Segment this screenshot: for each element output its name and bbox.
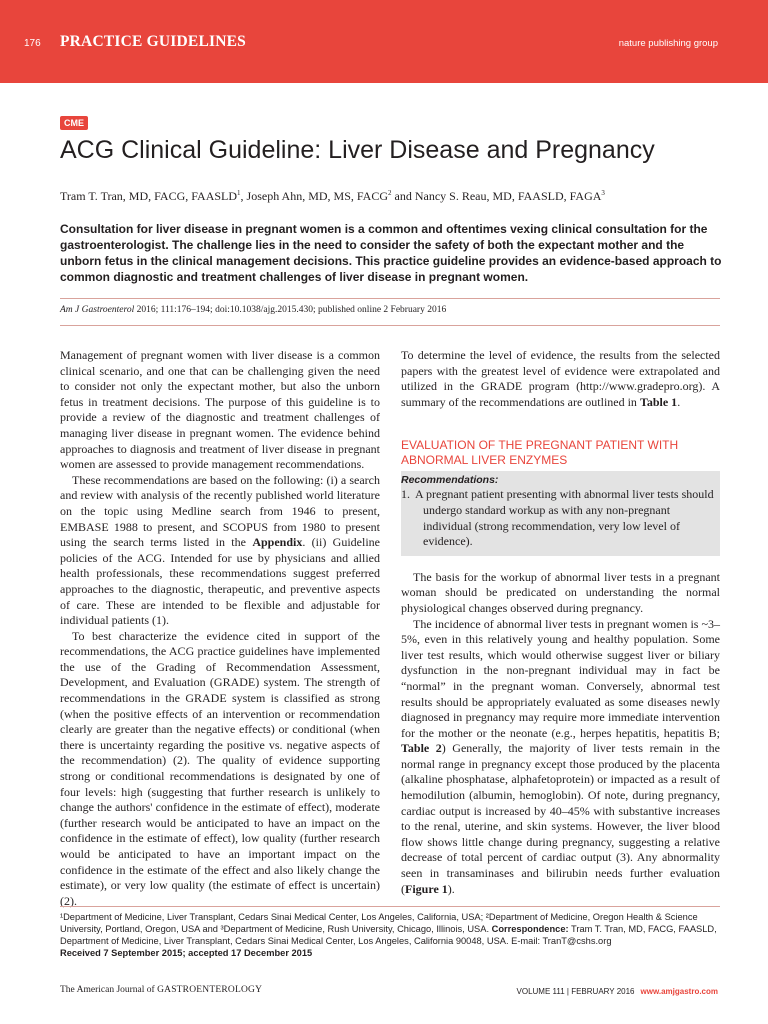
text: ) Generally, the majority of liver tests remain in the normal range in pregnancy except those produced by the placenta (alkaline phosphatase, alphafetoprotein) or impacted as a result of hemodilution (albumin, hemoglobin). Of note, during pregnancy, cardiac output is increased by 40–45% with substantive increases to the renal, uterine, and skin systems. However, the liver blood flow shows little change during pregnancy, suggesting a relative decrease of total percent of cardiac output (3). Any abnormality seen in transaminases and bilirubin needs further evaluation ( bbox=[401, 741, 720, 896]
divider bbox=[60, 325, 720, 326]
journal-abbrev: Am J Gastroenterol bbox=[60, 305, 135, 315]
cme-badge: CME bbox=[60, 116, 88, 130]
recommendation-number: 1. bbox=[401, 487, 410, 502]
recommendations-box bbox=[401, 471, 720, 555]
abstract: Consultation for liver disease in pregnant women is a common and oftentimes vexing clinical consultation for the gastroenterologist. The challenge lies in the need to consider the safety of both the expectant mother and the unborn fetus in the clinical management decisions. This practice guideline provides an evidence-based approach to common diagnostic and treatment challenges of liver disease in pregnant women. bbox=[60, 222, 722, 284]
issue-info bbox=[517, 987, 718, 996]
section-label: PRACTICE GUIDELINES bbox=[60, 33, 246, 50]
affil-mark: 2 bbox=[388, 189, 392, 197]
author-1: Tram T. Tran, MD, FACG, FAASLD bbox=[60, 189, 238, 203]
paragraph: The basis for the workup of abnormal liver tests in a pregnant woman should be predicated on understanding the normal physiological changes observed during pregnancy. bbox=[401, 569, 720, 615]
affil-mark: 3 bbox=[601, 189, 605, 197]
left-column bbox=[60, 348, 380, 909]
header-band bbox=[0, 0, 768, 83]
separator: and bbox=[391, 189, 415, 203]
paragraph bbox=[401, 617, 720, 898]
author-2: Joseph Ahn, MD, MS, FACG bbox=[246, 189, 389, 203]
table-1-ref[interactable]: Table 1 bbox=[639, 394, 678, 409]
text: To determine the level of evidence, the results from the selected papers with the greatest level of evidence were extrapolated and utilized in the GRADE program (http://www.gradepro.org). A summary of the recommendations are outlined in bbox=[401, 348, 720, 409]
paragraph bbox=[60, 473, 380, 629]
text: . bbox=[677, 394, 681, 409]
divider bbox=[60, 298, 720, 299]
appendix-ref[interactable]: Appendix bbox=[252, 535, 303, 550]
figure-1-ref[interactable]: Figure 1 bbox=[405, 881, 448, 896]
citation-line bbox=[60, 305, 720, 315]
separator: , bbox=[240, 189, 247, 203]
table-2-ref[interactable]: Table 2 bbox=[401, 741, 442, 756]
affiliations: ¹Department of Medicine, Liver Transplant, Cedars Sinai Medical Center, Los Angeles, California, USA; ²Department of Medicine, Oregon Health & Science University, Portland, Oregon, USA and ³Department of Medicine, Rush University, Chicago, Illinois, USA. bbox=[60, 912, 698, 934]
recommendations-label: Recommendations: bbox=[401, 474, 499, 487]
volume-info: VOLUME 111 | FEBRUARY 2016 bbox=[516, 987, 635, 996]
journal-prefix: The American Journal of bbox=[60, 985, 158, 995]
journal-url[interactable]: www.amjgastro.com bbox=[640, 987, 718, 996]
section-heading: EVALUATION OF THE PREGNANT PATIENT WITH ABNORMAL LIVER ENZYMES bbox=[401, 438, 679, 468]
recommendation-item bbox=[401, 487, 714, 549]
affil-mark: 1 bbox=[237, 189, 241, 197]
paragraph: To best characterize the evidence cited in support of the recommendations, the ACG practice guidelines have implemented the use of the Grading of Recommendation Assessment, Development, and Evaluation (GRADE) system. The strength of recommendations in the GRADE system is classified as strong (when the positive effects of an intervention or recommendation clearly are greater than the negative effects) or conditional (when there is uncertainty regarding the positive vs. negative aspects of the recommendation) (2). The quality of evidence supporting strong or conditional recommendations is designated by one of four levels: high (suggesting that further research is unlikely to change the authors' confidence in the estimate of effect), moderate (further research would be anticipated to have an impact on the confidence in the estimate of effect), low quality (further research would be anticipated to have an important impact on the confidence in the estimate of the effect and also likely change the estimate), or very low quality (the estimate of effect is uncertain) (2). bbox=[60, 628, 380, 908]
paragraph: Management of pregnant women with liver disease is a common clinical scenario, and one that can be challenging given the need to consider not only the expectant mother, but also the unborn fetus in treatment decisions. The purpose of this guideline is to provide a review of the diagnostic and treatment challenges of managing liver disease in pregnant women. The evidence behind approaches to diagnosis and treatment of liver disease in pregnant women are assessed to provide management recommendations. bbox=[60, 348, 380, 472]
text: ). bbox=[447, 881, 455, 896]
journal-name-footer bbox=[60, 985, 262, 995]
footnote bbox=[60, 911, 722, 959]
publisher-name: nature publishing group bbox=[618, 38, 718, 49]
author-3: Nancy S. Reau, MD, FAASLD, FAGA bbox=[414, 189, 602, 203]
journal-name: GASTROENTEROLOGY bbox=[157, 985, 263, 995]
article-title: ACG Clinical Guideline: Liver Disease and Pregnancy bbox=[60, 136, 655, 164]
correspondence-text: Tram T. Tran, MD, FACG, FAASLD, Department of Medicine, Liver Transplant, Cedars Sinai Medical Center, Los Angeles, California 90048, USA. E-mail: TranT@cshs.org bbox=[60, 924, 717, 946]
correspondence-label: Correspondence: bbox=[491, 924, 569, 934]
received-dates: Received 7 September 2015; accepted 17 December 2015 bbox=[60, 948, 313, 958]
text: These recommendations are based on the following: (i) a search and review with analysis of the recently published world literature on the topic using Medline search from 1946 to present, EMBASE 1988 to present, and SCOPUS from 1980 to present using the search terms listed in the bbox=[60, 472, 380, 550]
recommendation-text: A pregnant patient presenting with abnormal liver tests should undergo standard workup as with any non-pregnant individual (strong recommendation, very low level of evidence). bbox=[415, 487, 714, 549]
text: The incidence of abnormal liver tests in pregnant women is ~3–5%, even in this relatively young and healthy population. Some liver test results, which would otherwise suggest liver or biliary dysfunction in the non-pregnant individual may in fact be “normal” in the pregnant woman. Conversely, abnormal test results should be appropriately evaluated as some diseases newly diagnosed in pregnancy may require more immediate intervention for the mother or the neonate (e.g., herpes hepatitis, hepatitis B; bbox=[401, 616, 720, 740]
right-column bbox=[401, 348, 720, 897]
author-list bbox=[60, 189, 720, 204]
text: . (ii) Guideline policies of the ACG. Intended for use by physicians and allied health professionals, these recommendations suggest preferred approaches to the diagnostic, therapeutic, and preventive aspects of care. These are intended to be flexible and adjustable for individual patients (1). bbox=[60, 535, 380, 628]
paragraph bbox=[401, 348, 720, 410]
citation-details: 2016; 111:176–194; doi:10.1038/ajg.2015.430; published online 2 February 2016 bbox=[134, 305, 447, 315]
page-number: 176 bbox=[24, 38, 41, 49]
divider bbox=[60, 906, 720, 907]
